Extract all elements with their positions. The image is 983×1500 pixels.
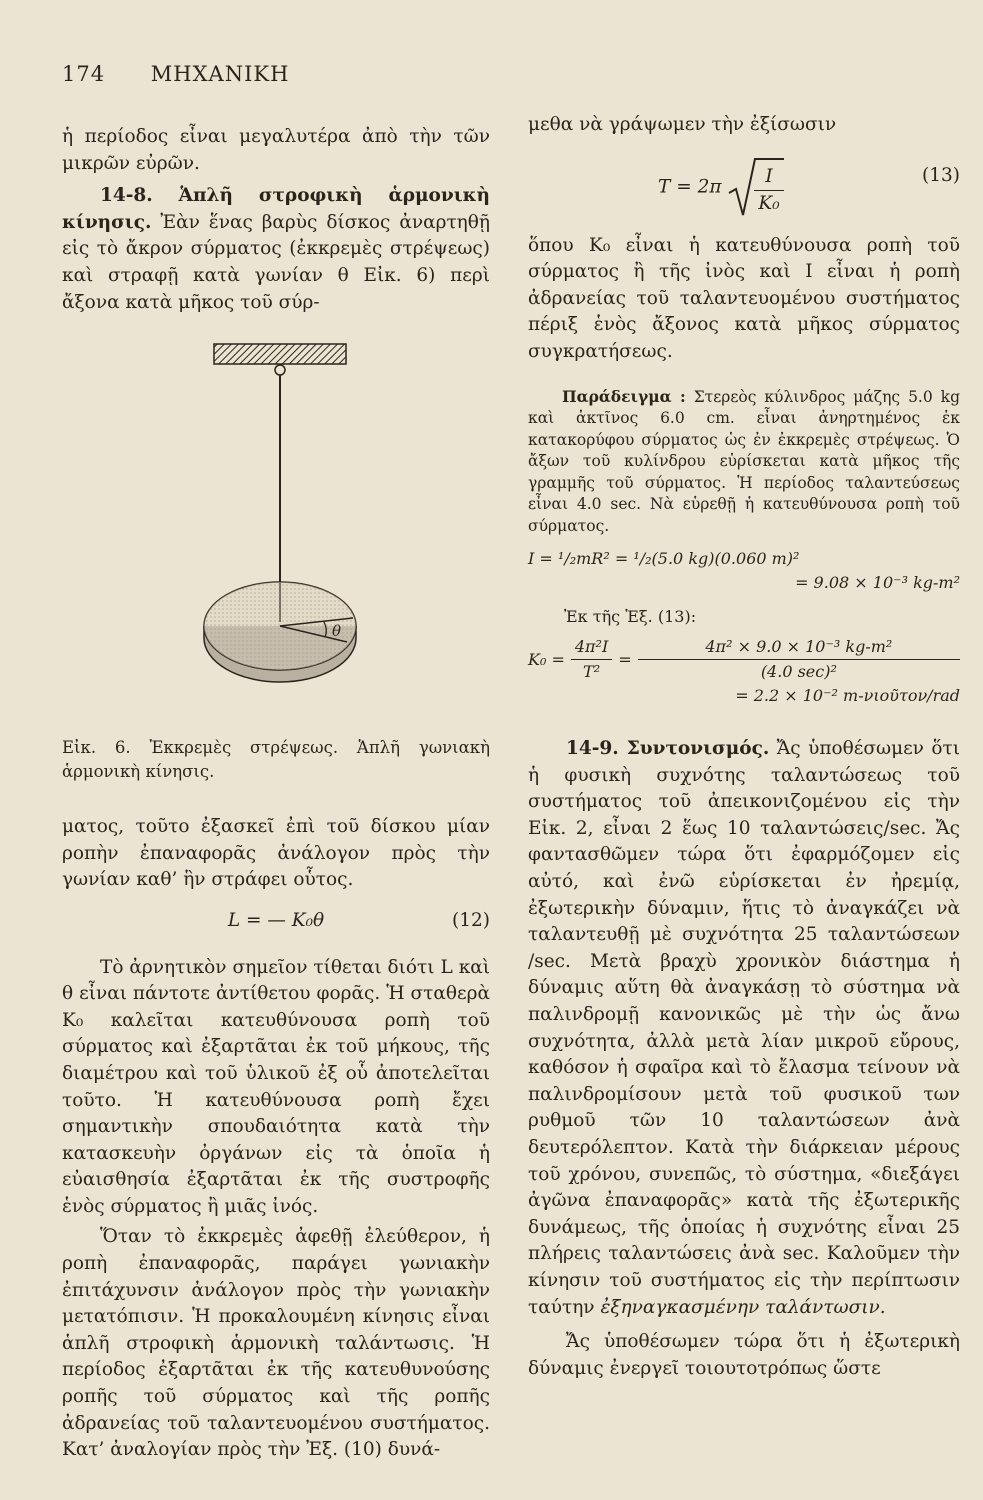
equation-13 (528, 147, 960, 225)
ceiling-support (214, 344, 346, 364)
calc3-denominator-1: T² (583, 662, 601, 682)
equation-13-numerator: I (754, 164, 783, 192)
calc-line-4: = 2.2 × 10⁻² m-νιοῦτον/rad (735, 686, 960, 706)
calc3-numerator-1: 4π²I (571, 635, 612, 660)
section-14-9 (528, 736, 960, 1321)
left-paragraph-3: ματος, τοῦτο ἐξασκεῖ ἐπὶ τοῦ δίσκου μίαν ροπὴν ἐπαναφορᾶς ἀνάλογον πρὸς τὴν γωνίαν καθ’ ἣν στράφει οὗτος. (62, 816, 490, 891)
right-paragraph-3: Ἄς ὑποθέσωμεν ὅτι ἡ φυσικὴ συχνότης ταλαντώσεως τοῦ συστήματος τοῦ ἀπεικονιζομένου εἰς τὴν Εἰκ. 2, εἶναι 2 ἕως 10 ταλαντώσεις/sec. Ἄς φαντασθῶμεν τώρα ὅτι ἐφαρμόζομεν εἰς αὐτό, καὶ ἐνῶ εὑρίσκεται ἐν ἠρεμίᾳ, ἐξωτερικὴν δύναμιν, ἥτις τὸ ἀναγκάζει νὰ ταλαντευθῇ μὲ συχνότητα 25 ταλαντώσεων /sec. Μετὰ βραχὺ χρονικὸν διάστημα ἡ δύναμις αὕτη θὰ ἀναγκάσῃ τὸ σύστημα νὰ παλινδρομῇ κανονικῶς μὲ τὴν ὡς ἄνω συχνότητα, ἀλλὰ μετὰ λίαν μικροῦ εὔρους, καθόσον ἡ σφαῖρα καὶ τὸ ἔλασμα τείνουν νὰ παλινδρομίσουν μετὰ τοῦ φυσικοῦ των ρυθμοῦ τῶν 10 ταλαντώσεων ἀνὰ δευτερόλεπτον. Κατὰ τὴν διάρκειαν μέρους τοῦ χρόνου, συνεπῶς, τὸ σύστημα, «διεξάγει ἀγῶνα ἐπαναφορᾶς» κατὰ τῆς ἐξωτερικῆς δυνάμεως, τῆς ὁποίας ἡ συχνότης εἶναι 25 πλήρεις ταλαντώσεις ἀνὰ sec. Καλοῦμεν τὴν κίνησιν τοῦ συστήματος εἰς τὴν περίπτωσιν ταύτην (528, 738, 960, 1318)
right-paragraph-3-italic: ἐξηναγκασμένην ταλάντωσιν. (600, 1296, 886, 1318)
calc3-fraction-1 (571, 635, 612, 684)
running-title: ΜΗΧΑΝΙΚΗ (150, 62, 290, 86)
figure-torsion-pendulum (62, 336, 490, 736)
left-paragraph-2: Ἐὰν ἕνας βαρὺς δίσκος ἀναρτηθῇ εἰς τὸ ἄκρον σύρματος (ἐκκρεμὲς στρέψεως) καὶ στραφῇ κατὰ γωνίαν θ Εἰκ. 6) περὶ ἄξονα κατὰ μῆκος τοῦ σύρ- (62, 211, 490, 313)
example-label: Παράδειγμα : (562, 386, 686, 406)
equation-12-number: (12) (452, 909, 490, 931)
right-paragraph-1: μεθα νὰ γράψωμεν τὴν ἐξίσωσιν (528, 114, 837, 135)
calc3-lhs: K₀ = (528, 649, 565, 669)
left-paragraph-4: Τὸ ἀρνητικὸν σημεῖον τίθεται διότι L καὶ θ εἶναι πάντοτε ἀντίθετου φορᾶς. Ἡ σταθερὰ K₀ καλεῖται κατευθύνουσα ροπὴ τοῦ σύρματος καὶ ἐξαρτᾶται ἐκ τοῦ μήκους, τῆς διαμέτρου καὶ τοῦ ὑλικοῦ ἐξ οὗ ἀποτελεῖται τοῦτο. Ἡ κατευθύνουσα ροπὴ ἔχει σημαντικὴν σπουδαιότητα κατὰ τὴν κατασκευὴν ὀργάνων εἰς τὰ ὁποῖα ἡ εὐαισθησία ἐξαρτᾶται ἐκ τῆς συστροφῆς ἑνὸς σύρματος ἢ μιᾶς ἰνός. (62, 956, 490, 1217)
section-heading-14-8: 14-8. Ἁπλῆ στροφικὴ ἁρμονικὴ κίνησις. (62, 185, 490, 233)
wire-hook (275, 365, 285, 375)
equation-13-lhs: T = 2π (658, 176, 722, 198)
left-paragraph-5: Ὅταν τὸ ἐκκρεμὲς ἀφεθῇ ἐλεύθερον, ἡ ροπὴ ἐπαναφορᾶς, παράγει γωνιακὴν ἐπιτάχυνσιν ἀνάλογον πρὸς τὴν γωνιακὴν μετατόπισιν. Ἡ προκαλουμένη κίνησις εἶναι ἁπλῆ στροφικὴ ἁρμονικὴ ταλάντωσις. Ἡ περίοδος ἐξαρτᾶται ἐκ τῆς κατευθυνούσης ροπῆς τοῦ σύρματος καὶ τῆς ροπῆς ἀδρανείας τοῦ ταλαντευομένου συστήματος. Κατ’ ἀναλογίαν πρὸς τὴν Ἐξ. (10) δυνά- (62, 1226, 490, 1461)
calc3-fraction-2 (638, 635, 960, 684)
torsion-pendulum-diagram (62, 336, 490, 736)
equation-13-number: (13) (922, 164, 960, 186)
calc-line-3 (528, 635, 960, 684)
page-number: 174 (62, 62, 106, 86)
calc3-denominator-2: (4.0 sec)² (760, 662, 837, 682)
left-paragraph-1: ἡ περίοδος εἶναι μεγαλυτέρα ἀπὸ τὴν τῶν μικρῶν εὐρῶν. (62, 126, 490, 174)
example-calculation (528, 547, 960, 708)
page-header (62, 62, 289, 86)
calc-line-2: = 9.08 × 10⁻³ kg-m² (795, 573, 960, 593)
left-column (62, 124, 490, 1464)
equation-12 (62, 908, 490, 935)
equation-13-fraction (754, 158, 783, 218)
calc3-equals: = (618, 649, 632, 669)
radical-sign (727, 157, 757, 219)
right-paragraph-4: Ἄς ὑποθέσωμεν τώρα ὅτι ἡ ἐξωτερικὴ δύναμις ἐνεργεῖ τοιουτοτρόπως ὥστε (528, 1331, 960, 1379)
section-14-8 (62, 183, 490, 316)
from-equation-label: Ἐκ τῆς Ἐξ. (13): (564, 607, 697, 627)
theta-label: θ (332, 622, 342, 641)
section-heading-14-9: 14-9. Συντονισμός. (566, 738, 770, 760)
right-column (528, 112, 960, 1382)
example-text: Στερεὸς κύλινδρος μάζης 5.0 kg καὶ ἀκτῖνος 6.0 cm. εἶναι ἀνηρτημένος ἐκ κατακορύφου σύρματος ὡς ἐν ἐκκρεμὲς στρέψεως. Ὁ ἄξων τοῦ κυλίνδρου εὑρίσκεται κατὰ μῆκος τῆς γραμμῆς τοῦ σύρματος. Ἡ περίοδος ταλαντεύσεως εἶναι 4.0 sec. Νὰ εὑρεθῇ ἡ κατευθύνουσα ροπὴ τοῦ σύρματος. (528, 387, 960, 535)
calc-line-1: I = ¹/₂mR² = ¹/₂(5.0 kg)(0.060 m)² (528, 549, 800, 569)
equation-12-body: L = — K₀θ (227, 909, 325, 931)
example-block (528, 386, 960, 538)
calc3-numerator-2: 4π² × 9.0 × 10⁻³ kg-m² (638, 635, 960, 660)
figure-caption: Εἰκ. 6. Ἐκκρεμὲς στρέψεως. Ἁπλῆ γωνιακὴ ἁρμονικὴ κίνησις. (62, 738, 490, 782)
right-paragraph-2: ὅπου K₀ εἶναι ἡ κατευθύνουσα ροπὴ τοῦ σύρματος ἢ τῆς ἰνὸς καὶ I εἶναι ἡ ροπὴ ἀδρανείας τοῦ ταλαντευομένου συστήματος πέριξ ἑνὸς ἄξονος κατὰ μῆκος σύρματος συγκρατήσεως. (528, 234, 960, 362)
equation-13-denominator: K₀ (758, 193, 780, 215)
